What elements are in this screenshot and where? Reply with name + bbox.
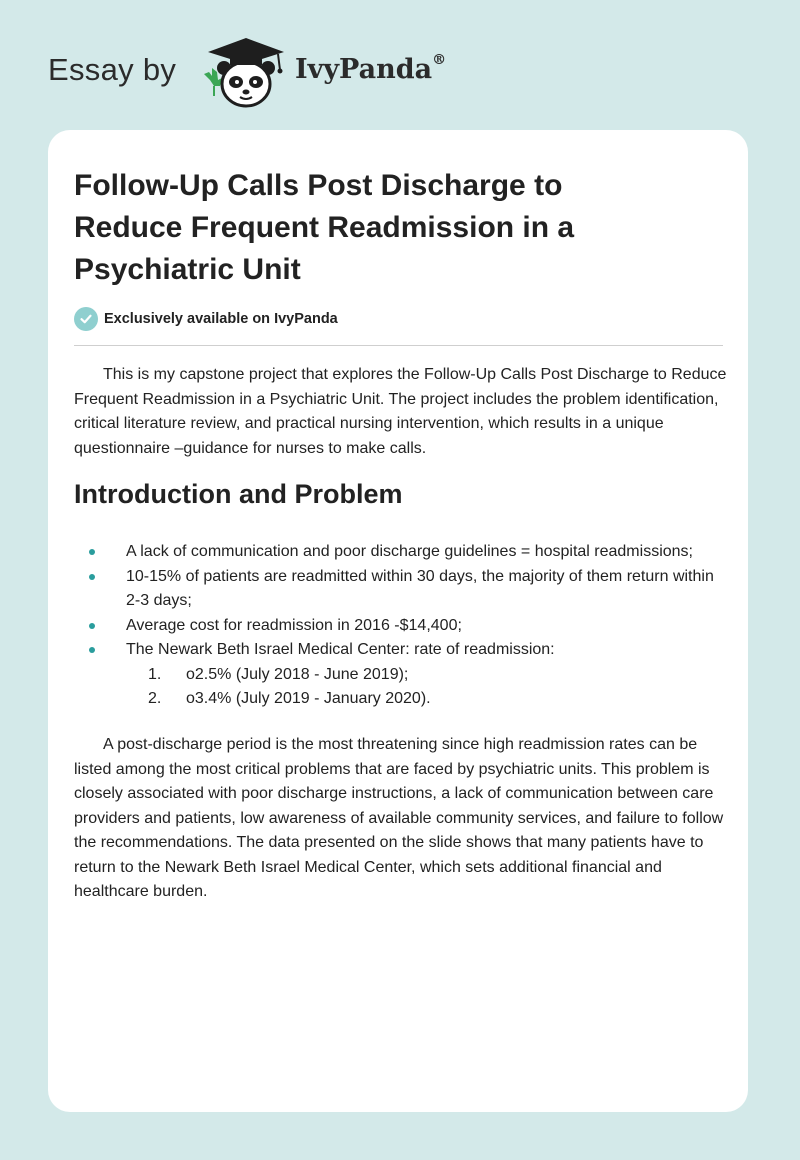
- list-item: 10-15% of patients are readmitted within 30 days, the majority of them return within 2-3 days;: [74, 565, 724, 614]
- exclusive-label: Exclusively available on IvyPanda: [104, 311, 338, 327]
- sublist-item: 2. o3.4% (July 2019 - January 2020).: [148, 690, 431, 707]
- section-heading: Introduction and Problem: [74, 479, 403, 509]
- check-icon: [74, 307, 98, 331]
- bullet-icon: [89, 549, 95, 555]
- list-item: A lack of communication and poor discharge guidelines = hospital readmissions;: [74, 540, 724, 565]
- brand-name[interactable]: IvyPanda®: [295, 52, 447, 85]
- bullet-icon: [89, 647, 95, 653]
- numbered-sublist: [126, 663, 724, 712]
- bullet-icon: [89, 574, 95, 580]
- list-item: Average cost for readmission in 2016 -$14,400;: [74, 614, 724, 639]
- list-item: The Newark Beth Israel Medical Center: rate of readmission: 1. o2.5% (July 2018 - June 2019); 2. o3.4% (July 2019 - January 2020).: [74, 638, 724, 712]
- panda-logo-icon: [200, 34, 292, 110]
- exclusive-badge: [74, 306, 338, 332]
- page-title: Follow-Up Calls Post Discharge to Reduce Frequent Readmission in a Psychiatric Unit: [74, 169, 575, 286]
- intro-paragraph: This is my capstone project that explores the Follow-Up Calls Post Discharge to Reduce Frequent Readmission in a Psychiatric Unit. The project includes the problem identification, critical literature review, and practical nursing intervention, which results in a unique questionnaire –guidance for nurses to make calls.: [74, 366, 727, 457]
- site-header: [48, 34, 568, 114]
- essay-card: [48, 130, 748, 1112]
- divider: [74, 345, 723, 346]
- sublist-item: 1. o2.5% (July 2018 - June 2019);: [148, 665, 409, 683]
- body-paragraph: A post-discharge period is the most threatening since high readmission rates can be listed among the most critical problems that are faced by psychiatric units. This problem is closely associated with poor discharge instructions, a lack of communication between care providers and patients, low awareness of available community services, and failure to follow the recommendations. The data presented on the slide shows that many patients have to return to the Newark Beth Israel Medical Center, which sets additional financial and healthcare burden.: [74, 736, 724, 900]
- bullet-icon: [89, 623, 95, 629]
- bullet-list: [74, 540, 724, 712]
- essay-by-label: Essay by: [48, 52, 177, 87]
